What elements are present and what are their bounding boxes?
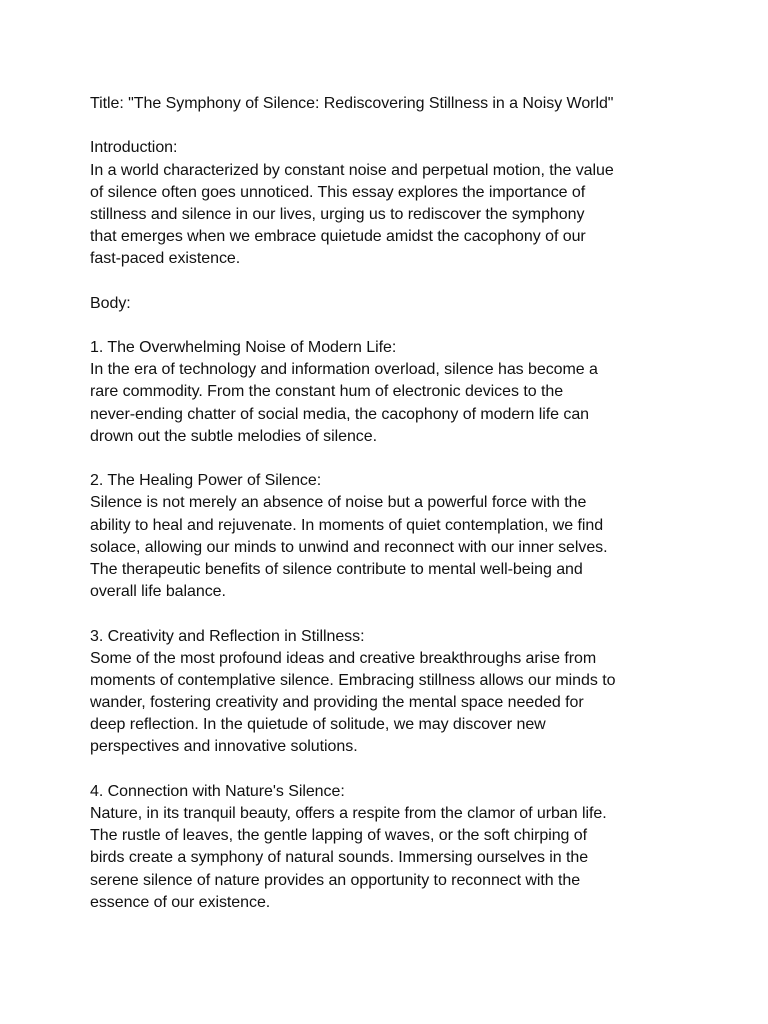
document-title: Title: "The Symphony of Silence: Rediscovering Stillness in a Noisy World" [90, 95, 614, 112]
paragraph-spacer [90, 448, 690, 470]
section-line: Nature, in its tranquil beauty, offers a respite from the clamor of urban life. [90, 805, 607, 822]
introduction-line: of silence often goes unnoticed. This essay explores the importance of [90, 183, 586, 201]
section-line: essence of our existence. [90, 893, 271, 911]
section-line: serene silence of nature provides an opportunity to reconnect with the [90, 871, 581, 889]
section-line: moments of contemplative silence. Embracing stillness allows our minds to [90, 671, 616, 689]
section-line: rare commodity. From the constant hum of electronic devices to the [90, 383, 564, 401]
document-body [90, 93, 690, 914]
paragraph-spacer [90, 603, 690, 625]
introduction-section [90, 137, 690, 270]
section-line: wander, fostering creativity and providing the mental space needed for [90, 694, 584, 712]
section-line: The rustle of leaves, the gentle lapping of waves, or the soft chirping of [90, 827, 588, 845]
body-heading: Body: [90, 294, 131, 312]
paragraph-spacer [90, 759, 690, 781]
section-line: never-ending chatter of social media, the cacophony of modern life can [90, 405, 590, 423]
section-line: solace, allowing our minds to unwind and reconnect with our inner selves. [90, 538, 608, 556]
section-line: ability to heal and rejuvenate. In moments of quiet contemplation, we find [90, 516, 604, 534]
section-line: Silence is not merely an absence of noise but a powerful force with the [90, 494, 587, 512]
introduction-line: that emerges when we embrace quietude amidst the cacophony of our [90, 228, 586, 246]
introduction-line: fast-paced existence. [90, 250, 241, 268]
section-heading: 1. The Overwhelming Noise of Modern Life: [90, 339, 397, 357]
section-line: drown out the subtle melodies of silence. [90, 427, 378, 445]
introduction-line: In a world characterized by constant noise and perpetual motion, the value [90, 161, 614, 179]
section-line: deep reflection. In the quietude of solitude, we may discover new [90, 716, 546, 734]
section-line: birds create a symphony of natural sounds. Immersing ourselves in the [90, 849, 589, 867]
section-heading: 4. Connection with Nature's Silence: [90, 782, 345, 800]
section-line: overall life balance. [90, 583, 226, 601]
paragraph-spacer [90, 315, 690, 337]
paragraph-spacer [90, 115, 690, 137]
section-4 [90, 781, 690, 914]
section-heading: 3. Creativity and Reflection in Stillness: [90, 627, 365, 645]
section-1 [90, 337, 690, 448]
introduction-heading: Introduction: [90, 139, 178, 157]
section-line: Some of the most profound ideas and creative breakthroughs arise from [90, 649, 597, 667]
introduction-line: stillness and silence in our lives, urging us to rediscover the symphony [90, 205, 585, 223]
section-line: perspectives and innovative solutions. [90, 738, 358, 756]
section-heading: 2. The Healing Power of Silence: [90, 472, 322, 490]
section-line: The therapeutic benefits of silence contribute to mental well-being and [90, 560, 583, 578]
section-2 [90, 470, 690, 603]
paragraph-spacer [90, 271, 690, 293]
section-line: In the era of technology and information overload, silence has become a [90, 361, 598, 379]
section-3 [90, 626, 690, 759]
